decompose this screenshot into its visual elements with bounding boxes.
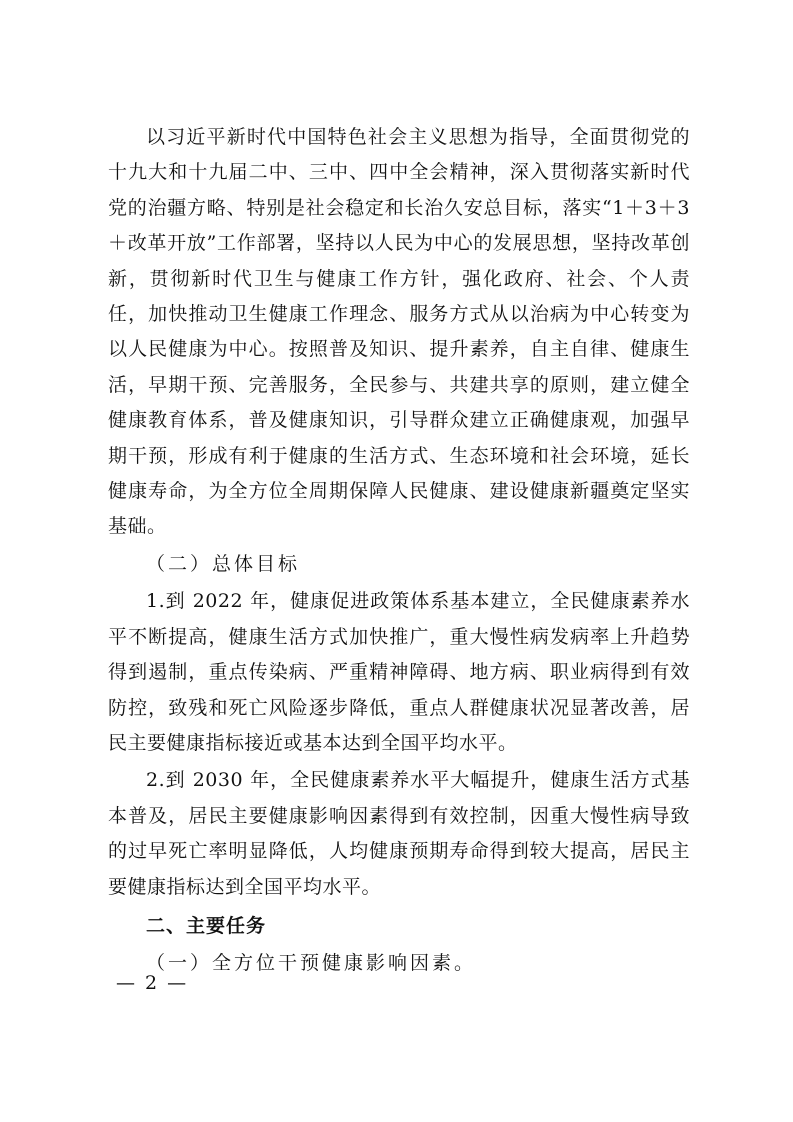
section-heading-main-tasks: 二、主要任务 xyxy=(146,914,267,937)
subheading-overall-goals: （二）总体目标 xyxy=(146,552,301,575)
subheading-intervention: （一）全方位干预健康影响因素。 xyxy=(146,951,477,974)
document-body xyxy=(108,120,690,981)
intro-paragraph: 以习近平新时代中国特色社会主义思想为指导，全面贯彻党的十九大和十九届二中、三中、四中全会精神，深入贯彻落实新时代党的治疆方略、特别是社会稳定和长治久安总目标，落实“1＋3＋3＋改革开放”工作部署，坚持以人民为中心的发展思想，坚持改革创新，贯彻新时代卫生与健康工作方针，强化政府、社会、个人责任，加快推动卫生健康工作理念、服务方式从以治病为中心转变为以人民健康为中心。按照普及知识、提升素养，自主自律、健康生活，早期干预、完善服务，全民参与、共建共享的原则，建立健全健康教育体系，普及健康知识，引导群众建立正确健康观，加强早期干预，形成有利于健康的生活方式、生态环境和社会环境，延长健康寿命，为全方位全周期保障人民健康、建设健康新疆奠定坚实基础。 xyxy=(108,126,690,538)
goal-2030-paragraph: 2.到 2030 年，全民健康素养水平大幅提升，健康生活方式基本普及，居民主要健康影响因素得到有效控制，因重大慢性病导致的过早死亡率明显降低，人均健康预期寿命得到较大提高，居民主要健康指标达到全国平均水平。 xyxy=(108,769,690,898)
page-number: — 2 — xyxy=(116,972,189,994)
goal-2022-paragraph: 1.到 2022 年，健康促进政策体系基本建立，全民健康素养水平不断提高，健康生活方式加快推广，重大慢性病发病率上升趋势得到遏制，重点传染病、严重精神障碍、地方病、职业病得到有效防控，致残和死亡风险逐步降低，重点人群健康状况显著改善，居民主要健康指标接近或基本达到全国平均水平。 xyxy=(108,590,690,754)
